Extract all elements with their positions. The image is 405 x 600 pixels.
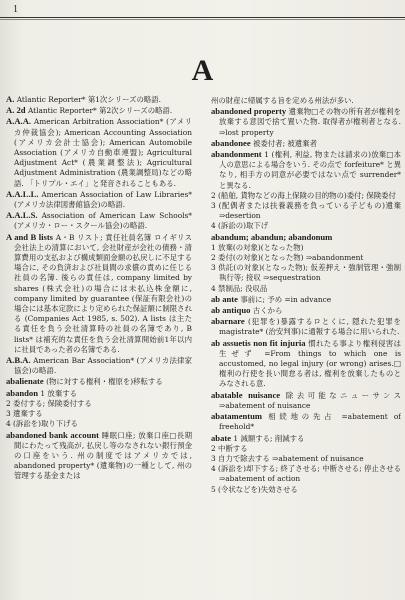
- dictionary-entry: [211, 232, 401, 243]
- entry-sense: 2 中断する: [211, 443, 248, 453]
- entry-headword: A.: [6, 94, 15, 104]
- entry-headword: ab ante: [211, 293, 238, 304]
- entry-definition: (物に対する権利・権原を)移転する: [46, 377, 163, 387]
- entry-headword: A.A.A.: [6, 116, 32, 127]
- entry-definition: Atlantic Reporter* 第2次シリーズの略語.: [27, 106, 173, 116]
- entry-definition: American Association of Law Libraries* (アメリカ法律図書館協会)の略語.: [14, 189, 192, 210]
- dictionary-entry: [6, 210, 192, 231]
- dictionary-entry: [6, 189, 192, 210]
- dictionary-entry: [211, 316, 401, 337]
- entry-definition: (犯罪を)暴露するロとくに, 隠れた犯罪を magistrate* (治安判事)に通報する場合に用いられた.: [219, 317, 401, 337]
- entry-sense: 2 (船舶, 貨物などの海上保険の目的物の)委付; 保険委付: [211, 190, 396, 200]
- entry-sense: 2 委付(の対象)(となった物) ⇒abandonment: [211, 253, 364, 263]
- dictionary-entry: [211, 433, 401, 444]
- dictionary-entry: [6, 376, 192, 387]
- dictionary-entry: [6, 232, 192, 355]
- dictionary-entry: [211, 96, 401, 106]
- entry-headword: A.A.L.S.: [6, 210, 38, 221]
- entry-headword: abandum; abandun; abandonum: [211, 231, 333, 242]
- entry-headword: ab assuetis non fit injuria: [211, 337, 306, 348]
- entry-headword: abandonment: [211, 149, 262, 160]
- entry-sense: 4 (訴訟を)却下する; 終了させる; 中断させる; 停止させる ⇒abatement of action: [211, 464, 401, 484]
- entry-definition: 睡眠口座; 放棄口座□長期間にわたって残高が, 払戻し等のなされない銀行預金の口座をいう. 州の制度ではアメリカでは, abandoned property* (遺棄物)の一種として, 州の管理する基金または: [14, 430, 192, 481]
- dictionary-entry: [6, 94, 192, 105]
- dictionary-entry: [6, 388, 192, 399]
- dictionary-entry: [211, 390, 401, 411]
- dictionary-entry: [211, 106, 401, 138]
- dictionary-entry: [6, 355, 192, 376]
- entry-definition: 被委付者; 被遺棄者: [253, 138, 317, 148]
- entry-headword: abatamentum: [211, 411, 263, 422]
- right-column: [211, 96, 401, 600]
- left-column: [6, 94, 192, 600]
- entry-headword: A. 2d: [6, 105, 26, 116]
- entry-definition: 1 放棄する: [40, 388, 77, 398]
- dictionary-entry: [6, 116, 192, 188]
- entry-definition: 1 減額する; 削減する: [233, 433, 305, 443]
- entry-headword: abandonee: [211, 137, 251, 148]
- entry-headword: abate: [211, 432, 232, 443]
- entry-sense: 1 放棄(の対象)(となった物): [211, 242, 304, 252]
- entry-headword: abalienate: [6, 376, 44, 387]
- entry-headword: A.B.A.: [6, 355, 31, 366]
- entry-definition: 州の財産に帰属する旨を定める州法が多い.: [211, 96, 354, 105]
- entry-sense: 4 禁制品; 没収品: [211, 283, 268, 293]
- entry-sense: 2 委付する; 保険委付する: [6, 398, 92, 408]
- entry-headword: abandon: [6, 387, 39, 398]
- entry-sense: 4 (訴訟の)取下げ: [211, 221, 269, 231]
- dictionary-entry: [6, 430, 192, 482]
- entry-sense: 3 自力で除去する ⇒abatement of nuisance: [211, 453, 364, 463]
- dictionary-entry: [211, 294, 401, 305]
- entry-sense: 5 (令状などを)失効させる: [211, 484, 298, 494]
- section-letter: A: [191, 54, 214, 87]
- entry-definition: 除去可能なニューサンス ⇒abatement of nuisance: [219, 390, 401, 410]
- entry-sense: 4 (訴訟を)取り下げる: [6, 419, 78, 429]
- entry-definition: 事前に; 予め =in advance: [240, 294, 332, 304]
- entry-definition: Association of American Law Schools* (アメリカ・ロー・スクール協会)の略語.: [14, 211, 192, 231]
- entry-definition: A・B リスト; 責任社員名簿 ロイギリス会社法上の清算において, 会社財産が会社の債務・清算費用の支払および構成類面金額の払戻しに不足する場合に, その負済および社員間の求償の責めに任じる社員の名簿. 後らの責任は, company limited by shares (株式会社)の場合には未払込株金額に, company limited by guarantee (保証有限会社)の場合には基本定款により定められた保証額に制限される (Companies Act 1985, s. 502). A lists は主たる責任を負う会社清算時の社員の名簿であり, B lists* は補充的な責任を負う会社清算開始前1年以内に社員であった者の名簿である.: [14, 232, 192, 354]
- entry-definition: 1 (権利, 利益, 物または請求の)放棄□本人の意思による場合をいう. その点で forfeiture* と異なり, 相手方の同意が必要ではない点で surrender* と異なる.: [219, 150, 401, 190]
- top-rule-thin: [0, 19, 405, 20]
- entry-definition: American Bar Association* (アメリカ法律家協会)の略語.: [14, 356, 192, 376]
- entry-definition: 慣れたる事より権利侵害は生ぜず =From things to which one is accustomed, no legal injury (or wrong) arises.□権利の行使を長い間怠る者は, 権利を放棄したものとみなされる意.: [219, 338, 401, 389]
- entry-headword: ab antiquo: [211, 305, 251, 316]
- entry-definition: American Arbitration Association* (アメリカ仲裁協会); American Accounting Association (アメリカ会計士協会); American Automobile Association (アメリカ自動車連盟); Agricultural Adjustment Act* (農業調整法); Agricultural Adjustment Administration (農業調整局)などの略語. 「トリプル・エイ」と発音されることもある.: [14, 117, 192, 188]
- dictionary-entry: [211, 338, 401, 390]
- entry-sense: 3 (配偶者または扶養義務を負っている子どもの)遺棄 ⇒desertion: [211, 201, 401, 221]
- dictionary-entry: [6, 105, 192, 116]
- entry-headword: abandoned property: [211, 106, 287, 117]
- entry-definition: 古くから: [252, 306, 283, 316]
- dictionary-entry: [211, 138, 401, 149]
- dictionary-entry: [211, 305, 401, 316]
- entry-sense: 3 遺棄する: [6, 409, 43, 419]
- entry-definition: 遺棄物□その物の所有者が権利を放棄する意図で捨て置いた物. 取得者が権利者となる. ⇒lost property: [219, 107, 401, 137]
- entry-definition: 相続地の先占 =abatement of freehold*: [219, 412, 401, 432]
- dictionary-entry: [211, 149, 401, 191]
- entry-definition: Atlantic Reporter* 第1次シリーズの略語.: [16, 95, 162, 104]
- top-rule: [0, 17, 405, 18]
- entry-headword: A and B lists: [6, 231, 54, 242]
- dictionary-entry: [211, 411, 401, 432]
- entry-headword: A.A.L.L.: [6, 188, 39, 199]
- entry-headword: abatable nuisance: [211, 389, 281, 400]
- entry-headword: abandoned bank account: [6, 429, 99, 440]
- page-number: 1: [13, 4, 18, 15]
- entry-headword: abarnare: [211, 316, 245, 327]
- entry-sense: 3 供託(の対象)(となった物); 仮差押え・強制管理・強制執行等; 接収 ⇒sequestration: [211, 263, 401, 283]
